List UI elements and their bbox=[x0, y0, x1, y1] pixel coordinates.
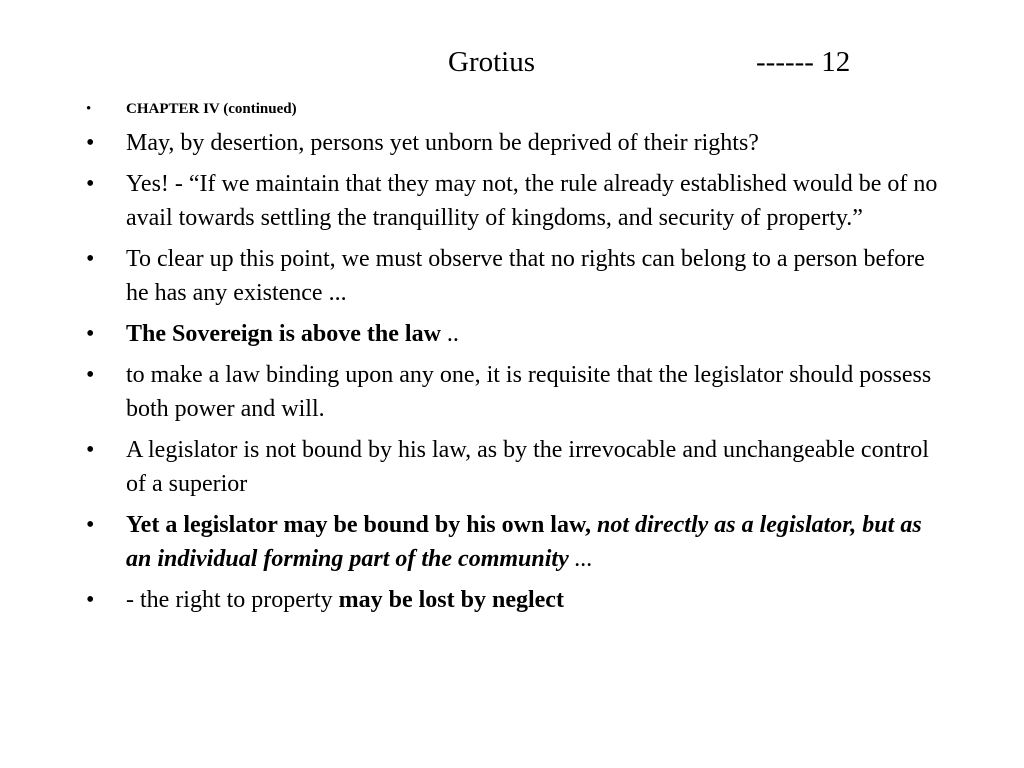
bullet-text: - the right to property bbox=[126, 587, 339, 613]
bullet-text-bold-italic: not directly as a legislator, but as an individual forming part of the community bbox=[126, 512, 922, 572]
slide-title-text: Grotius bbox=[448, 46, 535, 78]
list-item-answer bbox=[0, 167, 1024, 235]
list-item-question bbox=[0, 126, 1024, 160]
bullet-icon: • bbox=[86, 362, 95, 388]
chapter-heading: CHAPTER IV (continued) bbox=[126, 101, 297, 117]
bullet-text-italic: ... bbox=[568, 546, 593, 572]
page-marker: ------ 12 bbox=[756, 46, 851, 78]
bullet-icon: • bbox=[86, 130, 95, 156]
bullet-text: May, by desertion, persons yet unborn be deprived of their rights? bbox=[126, 130, 759, 156]
list-item-sovereign bbox=[0, 317, 1024, 351]
bullet-icon: • bbox=[86, 587, 95, 613]
bullet-icon: • bbox=[86, 321, 95, 347]
list-item-legislator-bound bbox=[0, 508, 1024, 576]
bullet-text: To clear up this point, we must observe that no rights can belong to a person before he has any existence ... bbox=[126, 246, 925, 306]
bullet-list bbox=[0, 96, 1024, 624]
bullet-text-bold: The Sovereign is above the law bbox=[126, 321, 441, 347]
list-item-clarification bbox=[0, 242, 1024, 310]
bullet-text: A legislator is not bound by his law, as by the irrevocable and unchangeable control of a superior bbox=[126, 437, 929, 497]
list-item-property bbox=[0, 583, 1024, 617]
list-item-binding-law bbox=[0, 358, 1024, 426]
bullet-icon: • bbox=[86, 171, 95, 197]
bullet-icon: • bbox=[86, 437, 95, 463]
bullet-text-bold: Yet a legislator may be bound by his own law, bbox=[126, 512, 597, 538]
list-item-legislator-not-bound bbox=[0, 433, 1024, 501]
bullet-text: Yes! - “If we maintain that they may not, the rule already established would be of no avail towards settling the tranquillity of kingdoms, and security of property.” bbox=[126, 171, 938, 231]
bullet-text: to make a law binding upon any one, it is requisite that the legislator should possess both power and will. bbox=[126, 362, 932, 422]
list-item-chapter-heading bbox=[0, 96, 1024, 122]
slide-title bbox=[0, 42, 1024, 82]
bullet-text-bold: may be lost by neglect bbox=[338, 587, 564, 613]
bullet-text: .. bbox=[440, 321, 459, 347]
bullet-icon: • bbox=[86, 512, 95, 538]
bullet-icon: • bbox=[86, 246, 95, 272]
bullet-icon: • bbox=[86, 101, 92, 117]
